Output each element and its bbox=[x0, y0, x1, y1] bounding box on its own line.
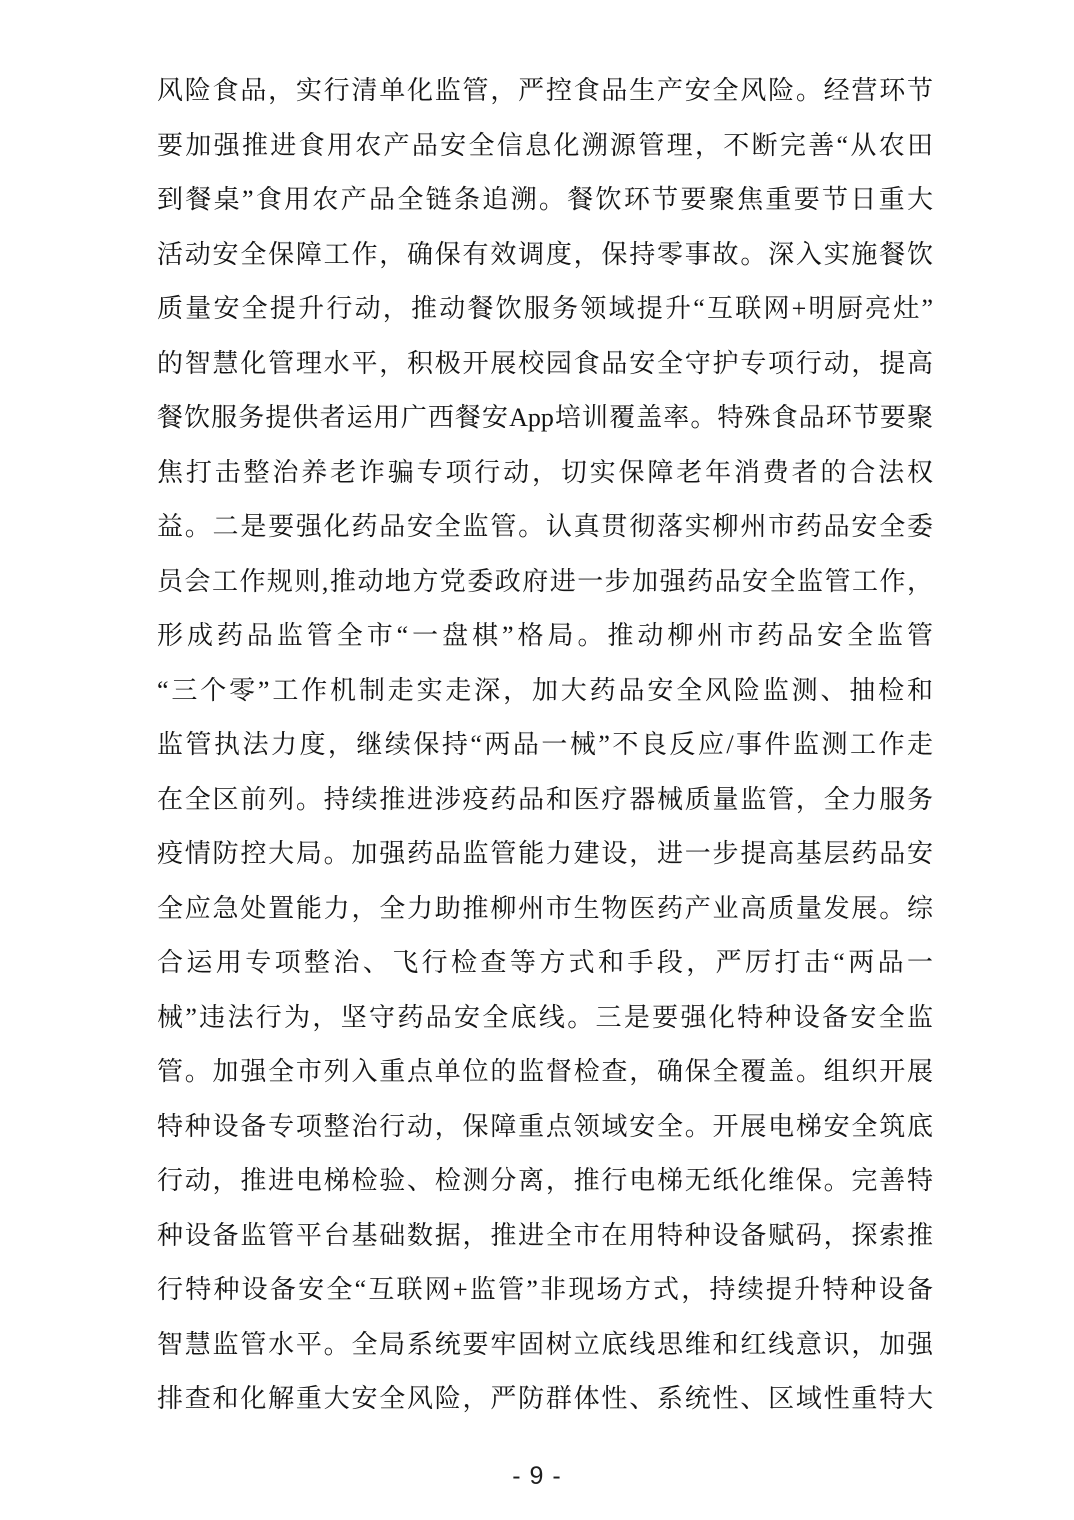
text-line: 形成药品监管全市“一盘棋”格局。推动柳州市药品安全监管 bbox=[157, 621, 933, 650]
text-line: 质量安全提升行动，推动餐饮服务领域提升“互联网+明厨亮灶” bbox=[157, 294, 933, 323]
text-line: 疫情防控大局。加强药品监管能力建设，进一步提高基层药品安 bbox=[157, 839, 933, 868]
text-line: 风险食品，实行清单化监管，严控食品生产安全风险。经营环节 bbox=[157, 76, 933, 105]
text-line: 特种设备专项整治行动，保障重点领域安全。开展电梯安全筑底 bbox=[157, 1111, 933, 1141]
text-line: 餐饮服务提供者运用广西餐安App培训覆盖率。特殊食品环节要聚 bbox=[157, 403, 933, 432]
text-line: 行特种设备安全“互联网+监管”非现场方式，持续提升特种设备 bbox=[157, 1275, 933, 1304]
text-line: 管。加强全市列入重点单位的监督检查，确保全覆盖。组织开展 bbox=[157, 1057, 933, 1086]
text-line: 监管执法力度，继续保持“两品一械”不良反应/事件监测工作走 bbox=[157, 730, 933, 759]
text-line: 活动安全保障工作，确保有效调度，保持零事故。深入实施餐饮 bbox=[157, 239, 933, 269]
text-line: 械”违法行为，坚守药品安全底线。三是要强化特种设备安全监 bbox=[157, 1002, 933, 1032]
text-line: 全应急处置能力，全力助推柳州市生物医药产业高质量发展。综 bbox=[157, 893, 933, 923]
text-line: 的智慧化管理水平，积极开展校园食品安全守护专项行动，提高 bbox=[157, 348, 933, 378]
text-line: 智慧监管水平。全局系统要牢固树立底线思维和红线意识，加强 bbox=[157, 1329, 933, 1359]
text-line: 员会工作规则,推动地方党委政府进一步加强药品安全监管工作， bbox=[157, 566, 933, 596]
text-line: 排查和化解重大安全风险，严防群体性、系统性、区域性重特大 bbox=[157, 1384, 933, 1413]
text-line: 要加强推进食用农产品安全信息化溯源管理，不断完善“从农田 bbox=[157, 130, 933, 160]
page-number: - 9 - bbox=[512, 1462, 562, 1490]
text-line: 焦打击整治养老诈骗专项行动，切实保障老年消费者的合法权 bbox=[157, 457, 933, 487]
text-line: 到餐桌”食用农产品全链条追溯。餐饮环节要聚焦重要节日重大 bbox=[157, 185, 933, 214]
text-line: 种设备监管平台基础数据，推进全市在用特种设备赋码，探索推 bbox=[157, 1220, 933, 1250]
document-body bbox=[157, 64, 933, 1427]
text-line: 合运用专项整治、飞行检查等方式和手段，严厉打击“两品一 bbox=[157, 948, 933, 977]
text-line: 益。二是要强化药品安全监管。认真贯彻落实柳州市药品安全委 bbox=[157, 512, 933, 541]
text-line: 行动，推进电梯检验、检测分离，推行电梯无纸化维保。完善特 bbox=[157, 1166, 933, 1195]
text-line: 在全区前列。持续推进涉疫药品和医疗器械质量监管，全力服务 bbox=[157, 784, 933, 814]
text-line: “三个零”工作机制走实走深，加大药品安全风险监测、抽检和 bbox=[157, 675, 933, 705]
